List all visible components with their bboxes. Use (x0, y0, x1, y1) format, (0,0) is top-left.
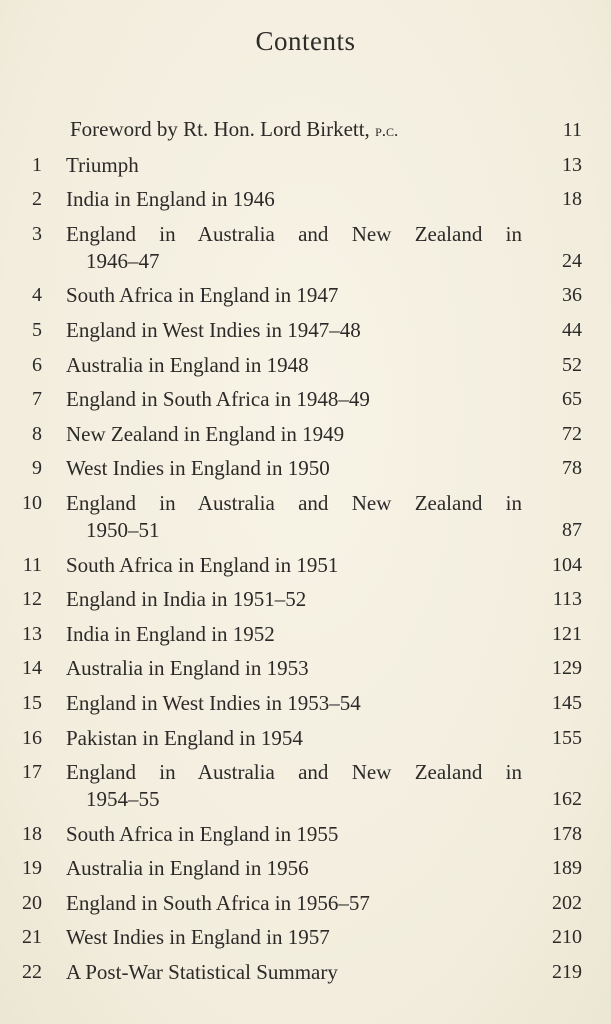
toc-entry (0, 490, 611, 544)
toc-entry-page: 36 (562, 284, 582, 307)
chapter-number: 18 (22, 822, 42, 845)
toc-entry-title: South Africa in England in 1951 (66, 552, 339, 577)
toc-entry-page: 189 (552, 857, 582, 880)
chapter-number: 10 (22, 491, 42, 514)
chapter-number: 2 (32, 188, 42, 211)
toc-entry-page: 11 (562, 119, 582, 141)
toc-entry-page: 145 (552, 691, 582, 714)
toc-entry-page: 44 (562, 318, 582, 341)
toc-entry-page: 202 (552, 891, 582, 914)
toc-entry-title: Australia in England in 1953 (66, 656, 309, 681)
toc-entry-page: 78 (562, 457, 582, 480)
toc-entry-page: 121 (552, 622, 582, 645)
toc-entry-page: 162 (552, 788, 582, 811)
chapter-number: 3 (32, 222, 42, 245)
toc-entry-title: India in England in 1952 (66, 621, 275, 646)
toc-entry (0, 317, 611, 344)
toc-entry-page: 178 (552, 822, 582, 845)
toc-entry-title: New Zealand in England in 1949 (66, 421, 345, 446)
toc-entry (0, 759, 611, 813)
toc-entry (0, 924, 611, 951)
toc-entry-page: 87 (562, 518, 582, 541)
toc-entry-page: 52 (562, 353, 582, 376)
toc-entry-title-continued: 1954–55 (86, 787, 160, 812)
page-title: Contents (255, 26, 356, 56)
toc-entry-title: England in India in 1951–52 (66, 587, 307, 612)
toc-entry (0, 821, 611, 848)
toc-entry-title: England in South Africa in 1956–57 (66, 890, 370, 915)
chapter-number: 15 (22, 691, 42, 714)
toc-entry-title: Pakistan in England in 1954 (66, 725, 303, 750)
toc-entry-title: England in West Indies in 1953–54 (66, 690, 361, 715)
toc-entry (0, 386, 611, 413)
foreword-title: Foreword by Rt. Hon. Lord Birkett, (70, 117, 370, 141)
toc-entry (0, 282, 611, 309)
toc-entry (0, 621, 611, 648)
toc-entry-page: 219 (552, 961, 582, 984)
toc-entry-title: South Africa in England in 1947 (66, 283, 339, 308)
toc-entry-page: 155 (552, 726, 582, 749)
toc-entry-title (70, 116, 521, 144)
toc-entry-title-continued: 1950–51 (86, 517, 160, 542)
toc-entry-title-continued: 1946–47 (86, 248, 160, 273)
chapter-number: 19 (22, 857, 42, 880)
toc-entry (0, 221, 611, 275)
toc-entry (0, 352, 611, 379)
toc-entry-title: Triumph (66, 152, 139, 177)
chapter-number: 17 (22, 761, 42, 784)
chapter-number: 1 (32, 153, 42, 176)
toc-entry (0, 655, 611, 682)
chapter-number: 20 (22, 891, 42, 914)
toc-entry-page: 113 (552, 588, 582, 611)
chapter-number: 4 (32, 284, 42, 307)
chapter-number: 11 (22, 553, 42, 576)
toc-entry (0, 890, 611, 917)
toc-entry-title: England in Australia and New Zealand in (66, 490, 522, 515)
toc-entry-title: England in South Africa in 1948–49 (66, 387, 370, 412)
chapter-number: 13 (22, 622, 42, 645)
toc-entry-page: 210 (552, 926, 582, 949)
toc-entry-page: 129 (552, 657, 582, 680)
toc-entry-title: West Indies in England in 1957 (66, 925, 330, 950)
toc-entry-page: 13 (562, 153, 582, 176)
toc-entry-page: 65 (562, 388, 582, 411)
toc-entry-page: 104 (552, 553, 582, 576)
toc-entry (0, 455, 611, 482)
toc-entry-title: India in England in 1946 (66, 187, 275, 212)
table-of-contents (0, 116, 611, 994)
chapter-number: 21 (22, 926, 42, 949)
toc-entry (0, 421, 611, 448)
toc-entry-title: England in Australia and New Zealand in (66, 221, 522, 246)
toc-entry-title: A Post-War Statistical Summary (66, 960, 338, 985)
toc-entry-foreword (0, 116, 611, 144)
toc-entry (0, 959, 611, 986)
toc-entry (0, 855, 611, 882)
toc-entry (0, 552, 611, 579)
toc-entry (0, 152, 611, 179)
toc-entry-page: 18 (562, 188, 582, 211)
toc-entry (0, 690, 611, 717)
toc-entry-title: England in Australia and New Zealand in (66, 760, 522, 785)
toc-entry-page: 24 (562, 249, 582, 272)
toc-entry-page: 72 (562, 422, 582, 445)
chapter-number: 14 (22, 657, 42, 680)
chapter-number: 9 (32, 457, 42, 480)
chapter-number: 12 (22, 588, 42, 611)
chapter-number: 16 (22, 726, 42, 749)
toc-entry (0, 186, 611, 213)
toc-entry-title: England in West Indies in 1947–48 (66, 317, 361, 342)
toc-entry-title: Australia in England in 1948 (66, 352, 309, 377)
chapter-number: 8 (32, 422, 42, 445)
chapter-number: 5 (32, 318, 42, 341)
toc-entry (0, 586, 611, 613)
toc-entry (0, 725, 611, 752)
chapter-number: 7 (32, 388, 42, 411)
toc-entry-title: South Africa in England in 1955 (66, 821, 339, 846)
toc-entry-title: West Indies in England in 1950 (66, 456, 330, 481)
toc-entry-title: Australia in England in 1956 (66, 856, 309, 881)
foreword-honours: p.c. (375, 121, 399, 140)
chapter-number: 22 (22, 961, 42, 984)
chapter-number: 6 (32, 353, 42, 376)
